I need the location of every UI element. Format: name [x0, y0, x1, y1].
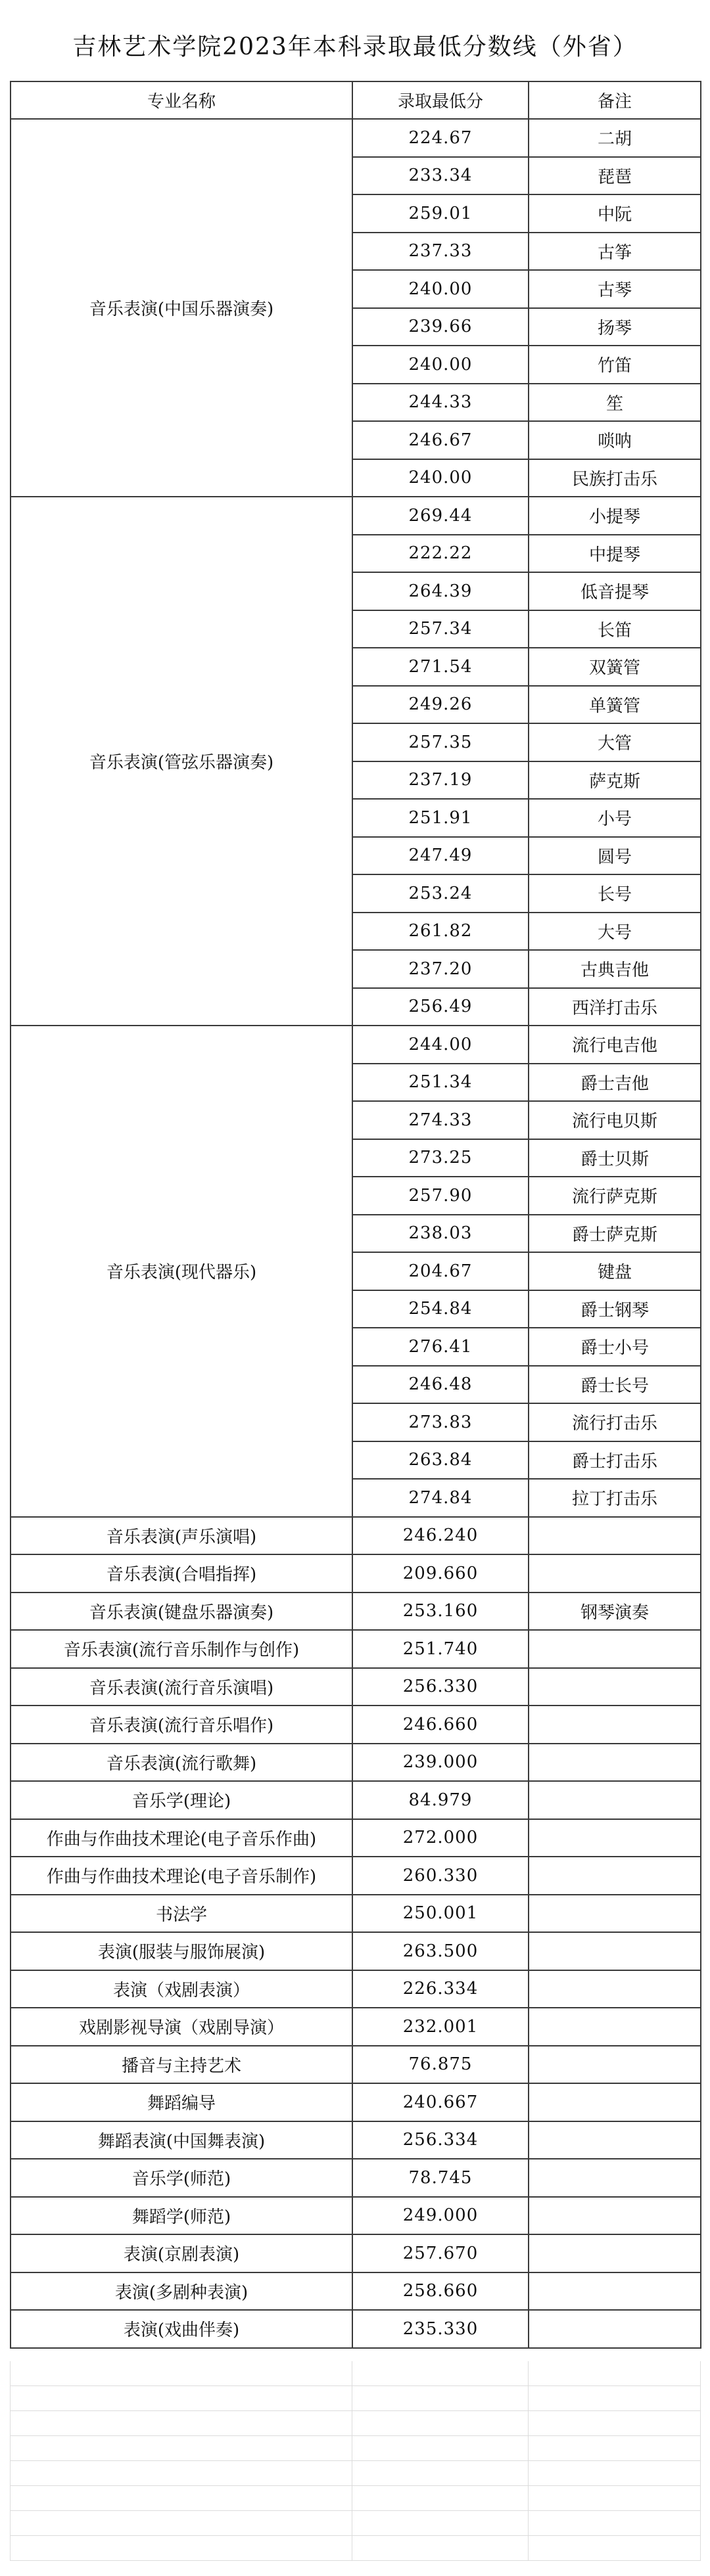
note-cell: 长笛 — [529, 610, 701, 648]
table-row — [11, 1970, 701, 2008]
note-cell: 长号 — [529, 874, 701, 913]
note-cell: 爵士贝斯 — [529, 1139, 701, 1177]
table-row — [11, 1932, 701, 1970]
empty-grid-cell — [11, 2536, 352, 2561]
table-row — [11, 1895, 701, 1933]
min-score-cell: 263.500 — [352, 1932, 529, 1970]
min-score-cell: 239.66 — [352, 308, 529, 346]
min-score-cell: 247.49 — [352, 837, 529, 875]
min-score-cell: 274.84 — [352, 1479, 529, 1517]
min-score-cell: 254.84 — [352, 1290, 529, 1328]
major-name-cell: 舞蹈学(师范) — [11, 2197, 352, 2235]
note-cell — [529, 2272, 701, 2311]
min-score-cell: 232.001 — [352, 2008, 529, 2046]
empty-grid-cell — [352, 2361, 529, 2386]
note-cell: 键盘 — [529, 1252, 701, 1290]
table-row — [11, 2234, 701, 2272]
note-cell — [529, 1554, 701, 1593]
table-body — [11, 119, 701, 2348]
empty-grid-cell — [529, 2436, 701, 2461]
min-score-cell: 253.160 — [352, 1593, 529, 1631]
major-name-cell: 作曲与作曲技术理论(电子音乐作曲) — [11, 1819, 352, 1857]
major-name-cell: 音乐表演(流行音乐唱作) — [11, 1706, 352, 1744]
min-score-cell: 237.33 — [352, 233, 529, 271]
min-score-cell: 244.33 — [352, 384, 529, 422]
min-score-cell: 246.67 — [352, 421, 529, 459]
note-cell: 爵士打击乐 — [529, 1441, 701, 1480]
note-cell: 小提琴 — [529, 497, 701, 535]
table-row — [11, 2310, 701, 2348]
major-name-cell: 音乐表演(流行音乐演唱) — [11, 1668, 352, 1706]
major-name-cell: 音乐表演(键盘乐器演奏) — [11, 1593, 352, 1631]
note-cell: 圆号 — [529, 837, 701, 875]
table-row — [11, 2121, 701, 2159]
min-score-cell: 204.67 — [352, 1252, 529, 1290]
empty-grid-cell — [529, 2511, 701, 2536]
min-score-cell: 235.330 — [352, 2310, 529, 2348]
table-row — [11, 2046, 701, 2084]
note-cell — [529, 2046, 701, 2084]
major-name-cell: 作曲与作曲技术理论(电子音乐制作) — [11, 1857, 352, 1895]
empty-grid-cell — [352, 2411, 529, 2436]
note-cell: 唢呐 — [529, 421, 701, 459]
min-score-cell: 78.745 — [352, 2159, 529, 2197]
note-cell: 古琴 — [529, 270, 701, 308]
min-score-cell: 209.660 — [352, 1554, 529, 1593]
empty-grid-cell — [11, 2386, 352, 2411]
min-score-cell: 257.34 — [352, 610, 529, 648]
note-cell: 琵琶 — [529, 157, 701, 195]
min-score-cell: 240.667 — [352, 2083, 529, 2121]
empty-grid-cell — [529, 2411, 701, 2436]
table-row — [11, 1554, 701, 1593]
min-score-cell: 264.39 — [352, 572, 529, 610]
note-cell: 西洋打击乐 — [529, 988, 701, 1026]
min-score-cell: 238.03 — [352, 1215, 529, 1253]
min-score-cell: 257.670 — [352, 2234, 529, 2272]
note-cell — [529, 2310, 701, 2348]
major-name-cell: 表演(多剧种表演) — [11, 2272, 352, 2311]
min-score-cell: 257.35 — [352, 723, 529, 761]
min-score-cell: 237.20 — [352, 950, 529, 988]
table-row — [11, 1593, 701, 1631]
note-cell — [529, 1668, 701, 1706]
note-cell: 古典吉他 — [529, 950, 701, 988]
min-score-cell: 237.19 — [352, 761, 529, 800]
table-row — [11, 1744, 701, 1782]
min-score-cell: 253.24 — [352, 874, 529, 913]
note-cell: 双簧管 — [529, 648, 701, 686]
min-score-cell: 276.41 — [352, 1328, 529, 1366]
min-score-cell: 240.00 — [352, 459, 529, 497]
min-score-cell: 256.334 — [352, 2121, 529, 2159]
table-row — [11, 1819, 701, 1857]
empty-grid-cell — [352, 2436, 529, 2461]
min-score-cell: 250.001 — [352, 1895, 529, 1933]
empty-sheet-grid — [10, 2361, 701, 2561]
note-cell — [529, 1517, 701, 1555]
note-cell: 流行打击乐 — [529, 1403, 701, 1441]
empty-grid-cell — [352, 2461, 529, 2486]
table-row — [11, 2083, 701, 2121]
note-cell: 流行电吉他 — [529, 1026, 701, 1064]
empty-grid-cell — [529, 2486, 701, 2511]
min-score-cell: 249.26 — [352, 686, 529, 724]
table-row — [11, 1026, 701, 1064]
major-name-cell: 音乐学(理论) — [11, 1781, 352, 1819]
min-score-cell: 233.34 — [352, 157, 529, 195]
empty-grid-cell — [11, 2436, 352, 2461]
major-name-cell: 播音与主持艺术 — [11, 2046, 352, 2084]
major-name-cell: 舞蹈表演(中国舞表演) — [11, 2121, 352, 2159]
note-cell: 古筝 — [529, 233, 701, 271]
note-cell: 爵士吉他 — [529, 1064, 701, 1102]
min-score-cell: 261.82 — [352, 913, 529, 951]
min-score-cell: 239.000 — [352, 1744, 529, 1782]
min-score-cell: 240.00 — [352, 270, 529, 308]
note-cell — [529, 2008, 701, 2046]
note-cell: 拉丁打击乐 — [529, 1479, 701, 1517]
empty-grid-cell — [11, 2461, 352, 2486]
note-cell: 竹笛 — [529, 346, 701, 384]
admission-score-table — [10, 81, 701, 2349]
major-name-cell: 表演(戏曲伴奏) — [11, 2310, 352, 2348]
min-score-cell: 246.240 — [352, 1517, 529, 1555]
note-cell: 爵士钢琴 — [529, 1290, 701, 1328]
note-cell — [529, 1970, 701, 2008]
major-name-cell: 音乐表演(管弦乐器演奏) — [11, 497, 352, 1026]
table-row — [11, 119, 701, 157]
table-row — [11, 1857, 701, 1895]
note-cell — [529, 2121, 701, 2159]
empty-grid-cell — [352, 2536, 529, 2561]
note-cell — [529, 1744, 701, 1782]
min-score-cell: 260.330 — [352, 1857, 529, 1895]
empty-grid-cell — [352, 2511, 529, 2536]
note-cell: 小号 — [529, 799, 701, 837]
min-score-cell: 76.875 — [352, 2046, 529, 2084]
min-score-cell: 259.01 — [352, 194, 529, 233]
empty-grid-cell — [11, 2361, 352, 2386]
note-cell — [529, 2234, 701, 2272]
note-cell: 低音提琴 — [529, 572, 701, 610]
note-cell: 大号 — [529, 913, 701, 951]
note-cell — [529, 2083, 701, 2121]
table-row — [11, 1781, 701, 1819]
major-name-cell: 音乐表演(声乐演唱) — [11, 1517, 352, 1555]
table-row — [11, 2197, 701, 2235]
header-notes: 备注 — [529, 81, 701, 119]
min-score-cell: 269.44 — [352, 497, 529, 535]
min-score-cell: 224.67 — [352, 119, 529, 157]
note-cell: 笙 — [529, 384, 701, 422]
major-name-cell: 表演(京剧表演) — [11, 2234, 352, 2272]
note-cell — [529, 1706, 701, 1744]
major-name-cell: 书法学 — [11, 1895, 352, 1933]
min-score-cell: 251.740 — [352, 1630, 529, 1668]
min-score-cell: 263.84 — [352, 1441, 529, 1480]
table-row — [11, 497, 701, 535]
min-score-cell: 246.48 — [352, 1366, 529, 1404]
major-name-cell: 音乐表演(中国乐器演奏) — [11, 119, 352, 497]
min-score-cell: 271.54 — [352, 648, 529, 686]
table-row — [11, 2008, 701, 2046]
table-row — [11, 2159, 701, 2197]
min-score-cell: 222.22 — [352, 535, 529, 573]
min-score-cell: 273.83 — [352, 1403, 529, 1441]
note-cell: 爵士萨克斯 — [529, 1215, 701, 1253]
major-name-cell: 舞蹈编导 — [11, 2083, 352, 2121]
note-cell — [529, 1932, 701, 1970]
note-cell: 流行萨克斯 — [529, 1177, 701, 1215]
min-score-cell: 240.00 — [352, 346, 529, 384]
min-score-cell: 251.34 — [352, 1064, 529, 1102]
empty-grid-cell — [529, 2361, 701, 2386]
major-name-cell: 音乐表演(合唱指挥) — [11, 1554, 352, 1593]
major-name-cell: 音乐表演(流行音乐制作与创作) — [11, 1630, 352, 1668]
table-row — [11, 1706, 701, 1744]
min-score-cell: 258.660 — [352, 2272, 529, 2311]
note-cell: 流行电贝斯 — [529, 1101, 701, 1139]
note-cell: 单簧管 — [529, 686, 701, 724]
table-row — [11, 2272, 701, 2311]
header-min-score: 录取最低分 — [352, 81, 529, 119]
major-name-cell: 表演(服装与服饰展演) — [11, 1932, 352, 1970]
min-score-cell: 251.91 — [352, 799, 529, 837]
min-score-cell: 244.00 — [352, 1026, 529, 1064]
note-cell — [529, 2197, 701, 2235]
min-score-cell: 273.25 — [352, 1139, 529, 1177]
note-cell: 萨克斯 — [529, 761, 701, 800]
note-cell — [529, 1895, 701, 1933]
note-cell — [529, 2159, 701, 2197]
header-major-name: 专业名称 — [11, 81, 352, 119]
empty-grid-cell — [529, 2536, 701, 2561]
table-row — [11, 1630, 701, 1668]
note-cell: 爵士小号 — [529, 1328, 701, 1366]
note-cell — [529, 1630, 701, 1668]
empty-grid-cell — [352, 2386, 529, 2411]
major-name-cell: 音乐表演(现代器乐) — [11, 1026, 352, 1517]
table-header-row — [11, 81, 701, 119]
note-cell — [529, 1857, 701, 1895]
min-score-cell: 274.33 — [352, 1101, 529, 1139]
min-score-cell: 249.000 — [352, 2197, 529, 2235]
note-cell: 大管 — [529, 723, 701, 761]
min-score-cell: 256.49 — [352, 988, 529, 1026]
empty-grid-cell — [352, 2486, 529, 2511]
table-row — [11, 1517, 701, 1555]
min-score-cell: 272.000 — [352, 1819, 529, 1857]
note-cell: 钢琴演奏 — [529, 1593, 701, 1631]
page-title: 吉林艺术学院2023年本科录取最低分数线（外省） — [72, 34, 638, 60]
note-cell: 二胡 — [529, 119, 701, 157]
min-score-cell: 84.979 — [352, 1781, 529, 1819]
major-name-cell: 音乐学(师范) — [11, 2159, 352, 2197]
empty-grid-cell — [11, 2411, 352, 2436]
major-name-cell: 音乐表演(流行歌舞) — [11, 1744, 352, 1782]
empty-grid-cell — [529, 2386, 701, 2411]
min-score-cell: 257.90 — [352, 1177, 529, 1215]
major-name-cell: 表演（戏剧表演） — [11, 1970, 352, 2008]
empty-grid-cell — [11, 2511, 352, 2536]
note-cell: 爵士长号 — [529, 1366, 701, 1404]
note-cell: 中阮 — [529, 194, 701, 233]
note-cell — [529, 1781, 701, 1819]
note-cell: 民族打击乐 — [529, 459, 701, 497]
note-cell: 扬琴 — [529, 308, 701, 346]
empty-grid-cell — [11, 2486, 352, 2511]
empty-grid-cell — [529, 2461, 701, 2486]
major-name-cell: 戏剧影视导演（戏剧导演） — [11, 2008, 352, 2046]
table-row — [11, 1668, 701, 1706]
min-score-cell: 226.334 — [352, 1970, 529, 2008]
min-score-cell: 246.660 — [352, 1706, 529, 1744]
min-score-cell: 256.330 — [352, 1668, 529, 1706]
note-cell: 中提琴 — [529, 535, 701, 573]
note-cell — [529, 1819, 701, 1857]
